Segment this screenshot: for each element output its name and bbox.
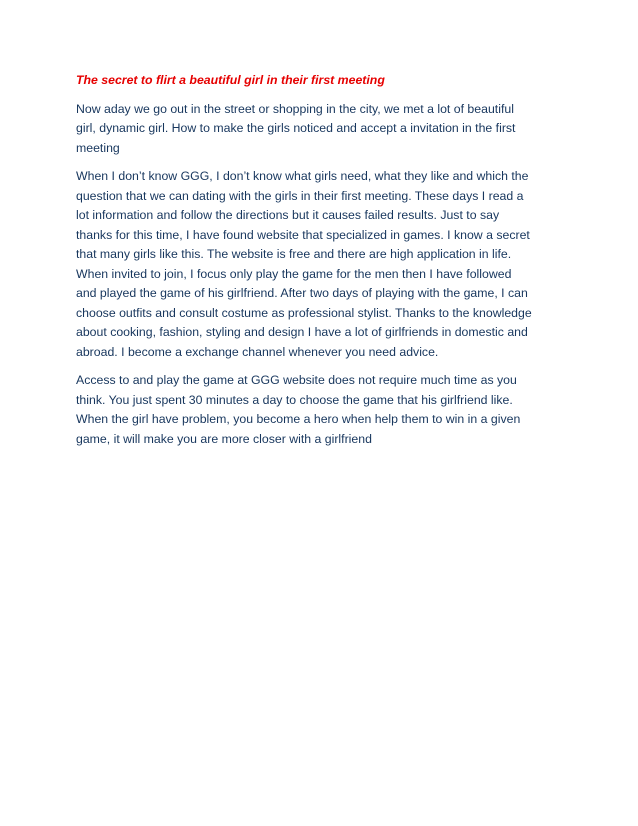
text-line: When invited to join, I focus only play the game for the men then I have followed bbox=[76, 266, 512, 281]
text-line: think. You just spent 30 minutes a day to choose the game that his girlfriend like. bbox=[76, 392, 513, 407]
text-line: Access to and play the game at GGG website does not require much time as you bbox=[76, 373, 517, 387]
text-line: When I don’t know GGG, I don’t know what girls need, what they like and which the bbox=[76, 169, 529, 183]
text-line: about cooking, fashion, styling and design I have a lot of girlfriends in domestic and bbox=[76, 325, 528, 339]
text-line: that many girls like this. The website is free and there are high application in life. bbox=[76, 247, 512, 261]
document-title: The secret to flirt a beautiful girl in their first meeting bbox=[76, 73, 385, 87]
text-line: thanks for this time, I have found website that specialized in games. I know a secret bbox=[76, 227, 530, 242]
document-body bbox=[76, 71, 572, 458]
text-line: game, it will make you are more closer with a girlfriend bbox=[76, 431, 372, 446]
text-line: and played the game of his girlfriend. After two days of playing with the game, I can bbox=[76, 286, 528, 300]
paragraph-conclusion bbox=[76, 371, 572, 449]
text-line: abroad. I become a exchange channel whenever you need advice. bbox=[76, 344, 439, 359]
text-line: question that we can dating with the girls in their first meeting. These days I read a bbox=[76, 188, 524, 203]
text-line: meeting bbox=[76, 140, 120, 155]
text-line: choose outfits and consult costume as professional stylist. Thanks to the knowledge bbox=[76, 305, 532, 320]
text-line: lot information and follow the directions but it causes failed results. Just to say bbox=[76, 208, 500, 222]
text-line: Now aday we go out in the street or shopping in the city, we met a lot of beautiful bbox=[76, 101, 514, 116]
text-line: When the girl have problem, you become a hero when help them to win in a given bbox=[76, 412, 521, 426]
paragraph-story bbox=[76, 167, 572, 362]
text-line: girl, dynamic girl. How to make the girls noticed and accept a invitation in the first bbox=[76, 121, 516, 135]
paragraph-intro bbox=[76, 100, 572, 159]
